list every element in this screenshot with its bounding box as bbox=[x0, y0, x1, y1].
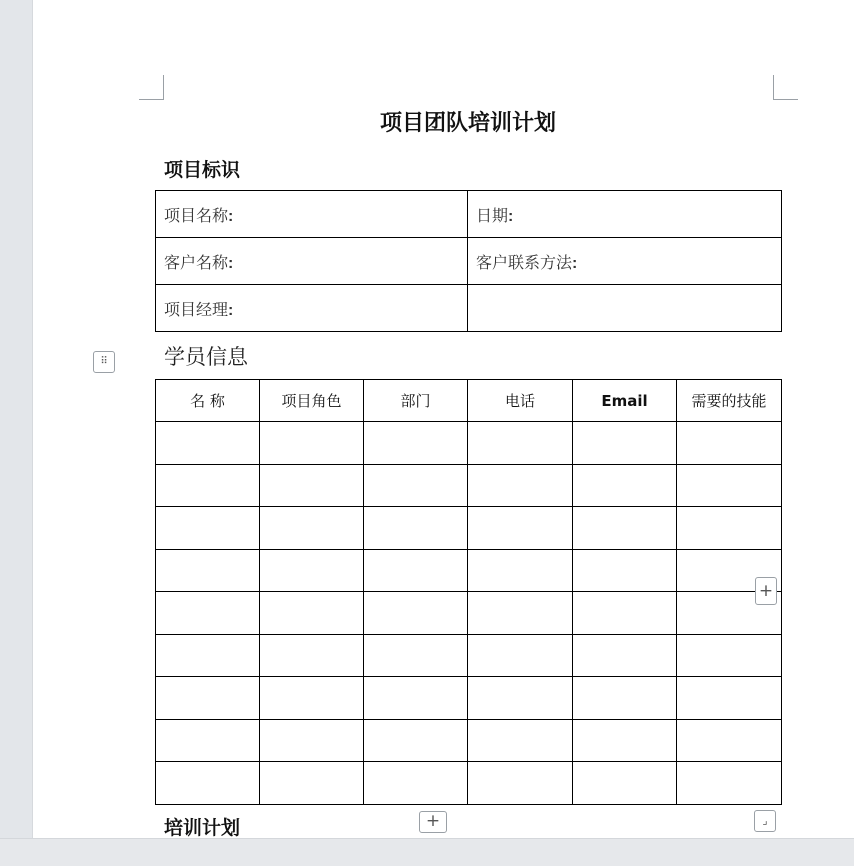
add-row-icon[interactable]: + bbox=[419, 811, 447, 833]
table-cell[interactable] bbox=[468, 549, 573, 592]
table-cell[interactable] bbox=[364, 549, 468, 592]
table-cell[interactable] bbox=[468, 719, 573, 762]
table-cell[interactable] bbox=[156, 549, 260, 592]
table-cell[interactable] bbox=[260, 464, 364, 507]
client-name-label: 客户名称 bbox=[164, 254, 229, 272]
table-cell[interactable] bbox=[364, 719, 468, 762]
table-cell[interactable] bbox=[573, 507, 677, 550]
column-header-required-skills[interactable]: 需要的技能 bbox=[677, 380, 782, 422]
table-cell[interactable] bbox=[156, 464, 260, 507]
client-contact-label: 客户联系方法 bbox=[476, 254, 573, 272]
section-heading-project-id[interactable]: 项目标识 bbox=[164, 160, 241, 181]
colon: : bbox=[572, 254, 578, 272]
table-cell[interactable] bbox=[677, 464, 782, 507]
table-cell[interactable] bbox=[677, 507, 782, 550]
table-cell[interactable] bbox=[573, 592, 677, 635]
client-contact-cell[interactable] bbox=[468, 238, 782, 285]
table-cell[interactable] bbox=[573, 634, 677, 677]
table-cell[interactable] bbox=[364, 507, 468, 550]
table-row bbox=[156, 191, 782, 238]
table-cell[interactable] bbox=[260, 507, 364, 550]
document-page[interactable] bbox=[33, 0, 854, 838]
table-row bbox=[156, 677, 782, 720]
column-header-name[interactable]: 名 称 bbox=[156, 380, 260, 422]
table-cell[interactable] bbox=[156, 507, 260, 550]
table-cell[interactable] bbox=[156, 634, 260, 677]
project-manager-label: 项目经理 bbox=[164, 301, 229, 319]
client-name-cell[interactable] bbox=[156, 238, 468, 285]
table-resize-icon[interactable]: ⌟ bbox=[754, 810, 776, 832]
table-cell[interactable] bbox=[468, 592, 573, 635]
empty-cell[interactable] bbox=[468, 285, 782, 332]
student-info-table[interactable] bbox=[155, 379, 782, 805]
document-title[interactable]: 项目团队培训计划 bbox=[379, 110, 556, 135]
table-row bbox=[156, 422, 782, 465]
table-row bbox=[156, 549, 782, 592]
left-gutter bbox=[0, 0, 33, 838]
table-cell[interactable] bbox=[364, 464, 468, 507]
table-cell[interactable] bbox=[573, 422, 677, 465]
table-cell[interactable] bbox=[364, 762, 468, 805]
colon: : bbox=[508, 207, 514, 225]
column-header-project-role[interactable]: 项目角色 bbox=[260, 380, 364, 422]
column-header-email[interactable]: Email bbox=[573, 380, 677, 422]
table-cell[interactable] bbox=[260, 634, 364, 677]
table-cell[interactable] bbox=[573, 762, 677, 805]
project-name-cell[interactable] bbox=[156, 191, 468, 238]
table-row bbox=[156, 634, 782, 677]
table-row bbox=[156, 464, 782, 507]
table-row bbox=[156, 592, 782, 635]
table-cell[interactable] bbox=[468, 634, 573, 677]
colon: : bbox=[228, 301, 234, 319]
table-row bbox=[156, 285, 782, 332]
table-cell[interactable] bbox=[364, 422, 468, 465]
table-row bbox=[156, 507, 782, 550]
project-manager-cell[interactable] bbox=[156, 285, 468, 332]
table-cell[interactable] bbox=[468, 677, 573, 720]
table-cell[interactable] bbox=[468, 762, 573, 805]
project-info-table[interactable] bbox=[155, 190, 782, 332]
table-cell[interactable] bbox=[156, 592, 260, 635]
table-cell[interactable] bbox=[260, 677, 364, 720]
table-cell[interactable] bbox=[677, 762, 782, 805]
table-cell[interactable] bbox=[468, 507, 573, 550]
table-cell[interactable] bbox=[260, 592, 364, 635]
table-cell[interactable] bbox=[156, 719, 260, 762]
table-cell[interactable] bbox=[260, 719, 364, 762]
section-heading-training-plan[interactable]: 培训计划 bbox=[164, 818, 241, 838]
table-row bbox=[156, 238, 782, 285]
table-cell[interactable] bbox=[677, 719, 782, 762]
table-cell[interactable] bbox=[573, 464, 677, 507]
table-row bbox=[156, 719, 782, 762]
table-cell[interactable] bbox=[573, 719, 677, 762]
table-cell[interactable] bbox=[260, 422, 364, 465]
table-cell[interactable] bbox=[468, 422, 573, 465]
table-cell[interactable] bbox=[364, 592, 468, 635]
status-bar bbox=[0, 838, 854, 866]
page-corner-mark-top-right bbox=[773, 75, 798, 100]
table-cell[interactable] bbox=[156, 677, 260, 720]
date-cell[interactable] bbox=[468, 191, 782, 238]
section-heading-student-info[interactable]: 学员信息 bbox=[164, 345, 248, 369]
table-header-row bbox=[156, 380, 782, 422]
project-name-label: 项目名称 bbox=[164, 207, 229, 225]
table-cell[interactable] bbox=[573, 549, 677, 592]
table-cell[interactable] bbox=[260, 549, 364, 592]
colon: : bbox=[228, 254, 234, 272]
table-cell[interactable] bbox=[677, 677, 782, 720]
add-column-icon[interactable]: + bbox=[755, 577, 777, 605]
column-header-phone[interactable]: 电话 bbox=[468, 380, 573, 422]
table-cell[interactable] bbox=[364, 677, 468, 720]
date-label: 日期 bbox=[476, 207, 509, 225]
page-corner-mark-top-left bbox=[139, 75, 164, 100]
table-row bbox=[156, 762, 782, 805]
table-cell[interactable] bbox=[573, 677, 677, 720]
column-header-department[interactable]: 部门 bbox=[364, 380, 468, 422]
table-cell[interactable] bbox=[156, 422, 260, 465]
colon: : bbox=[228, 207, 234, 225]
table-cell[interactable] bbox=[677, 634, 782, 677]
table-cell[interactable] bbox=[364, 634, 468, 677]
table-move-handle-icon[interactable]: ⠿ bbox=[93, 351, 115, 373]
table-cell[interactable] bbox=[677, 422, 782, 465]
table-cell[interactable] bbox=[260, 762, 364, 805]
table-cell[interactable] bbox=[156, 762, 260, 805]
table-cell[interactable] bbox=[468, 464, 573, 507]
